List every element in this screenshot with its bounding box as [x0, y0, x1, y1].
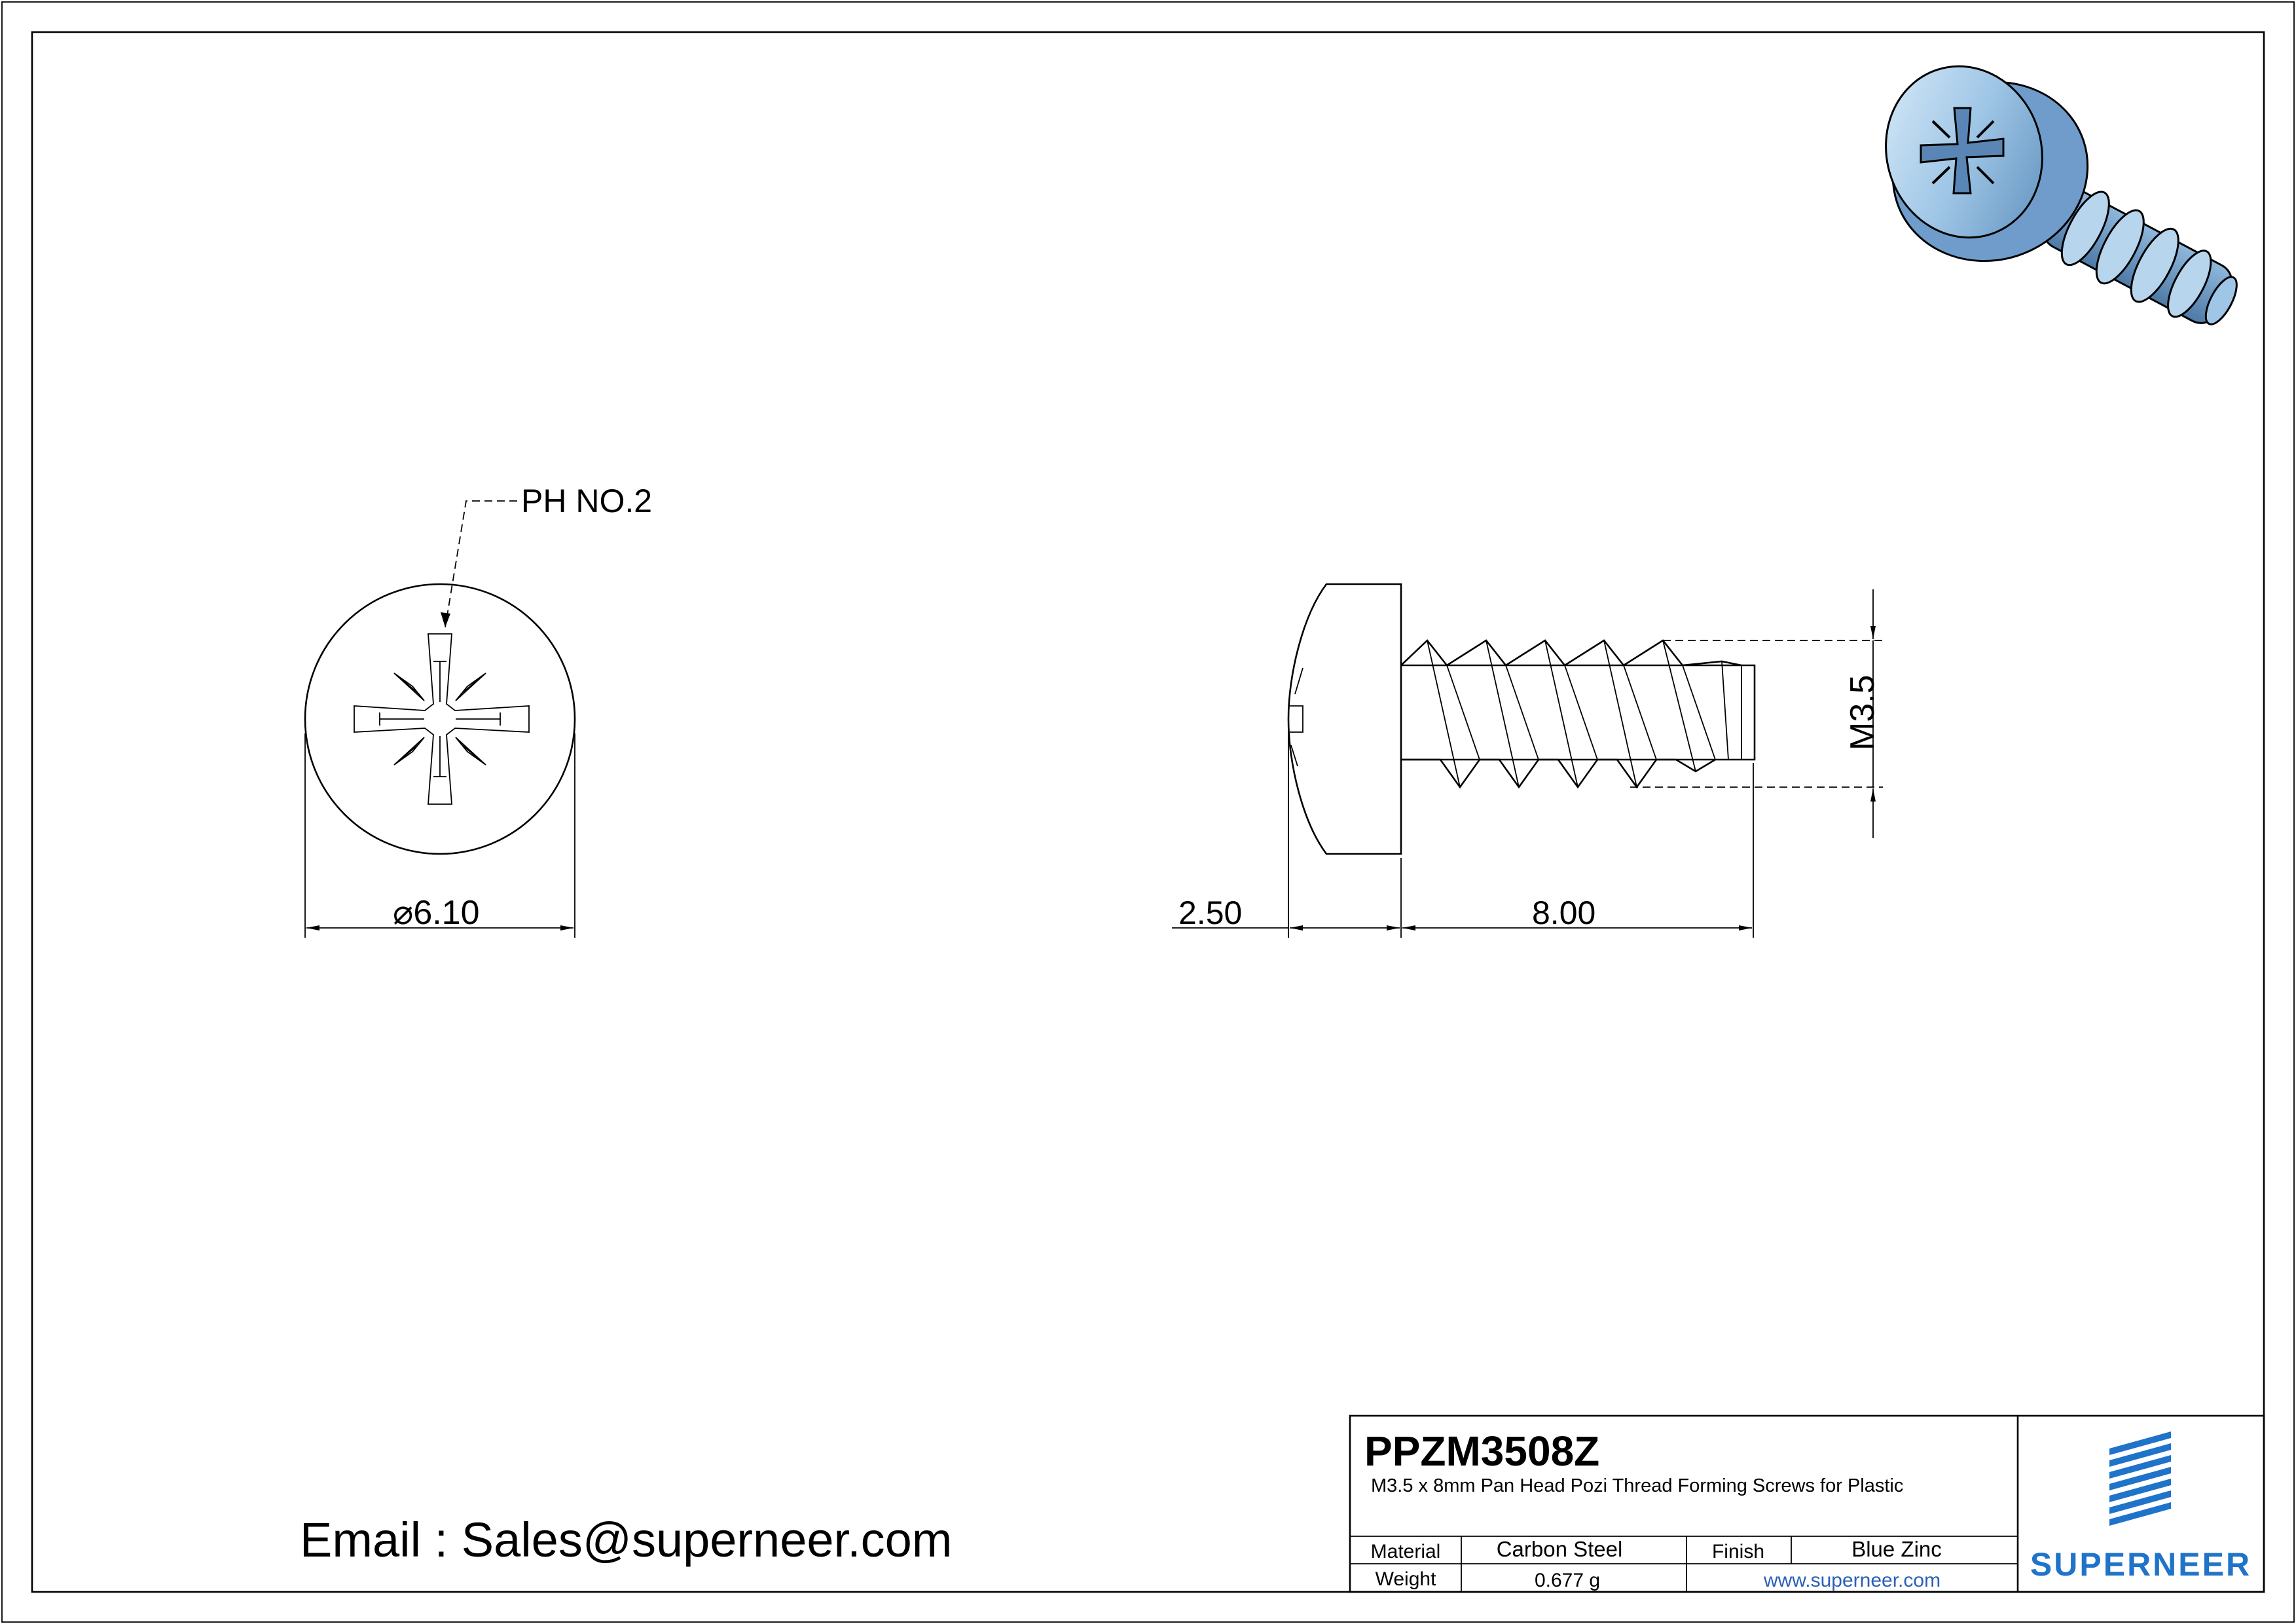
- callout-drive-label: PH NO.2: [521, 483, 653, 519]
- material-value: Carbon Steel: [1496, 1537, 1623, 1561]
- sheet-inner-border: [32, 32, 2264, 1592]
- finish-value: Blue Zinc: [1851, 1537, 1942, 1561]
- length-label: 8.00: [1532, 895, 1596, 931]
- head-top-view: [305, 584, 575, 854]
- contact-email: Email : Sales@superneer.com: [300, 1513, 953, 1567]
- diameter-dimension-label: ⌀6.10: [393, 894, 480, 932]
- screw-side-view: [1288, 584, 1755, 854]
- material-label: Material: [1370, 1541, 1441, 1562]
- part-number: PPZM3508Z: [1364, 1428, 1600, 1475]
- superneer-stripes-logo-icon: [2109, 1431, 2171, 1526]
- screw-3d-render-icon: [1864, 46, 2250, 341]
- brand-name: SUPERNEER: [2030, 1546, 2252, 1583]
- thread-dimension-label: M3.5: [1844, 674, 1882, 750]
- weight-label: Weight: [1375, 1568, 1436, 1590]
- finish-label: Finish: [1711, 1541, 1765, 1562]
- callout-leader: [445, 501, 517, 627]
- website-link[interactable]: www.superneer.com: [1763, 1570, 1941, 1591]
- head-height-label: 2.50: [1178, 895, 1243, 931]
- weight-value: 0.677 g: [1534, 1570, 1601, 1591]
- part-description: M3.5 x 8mm Pan Head Pozi Thread Forming Screws for Plastic: [1371, 1475, 1904, 1496]
